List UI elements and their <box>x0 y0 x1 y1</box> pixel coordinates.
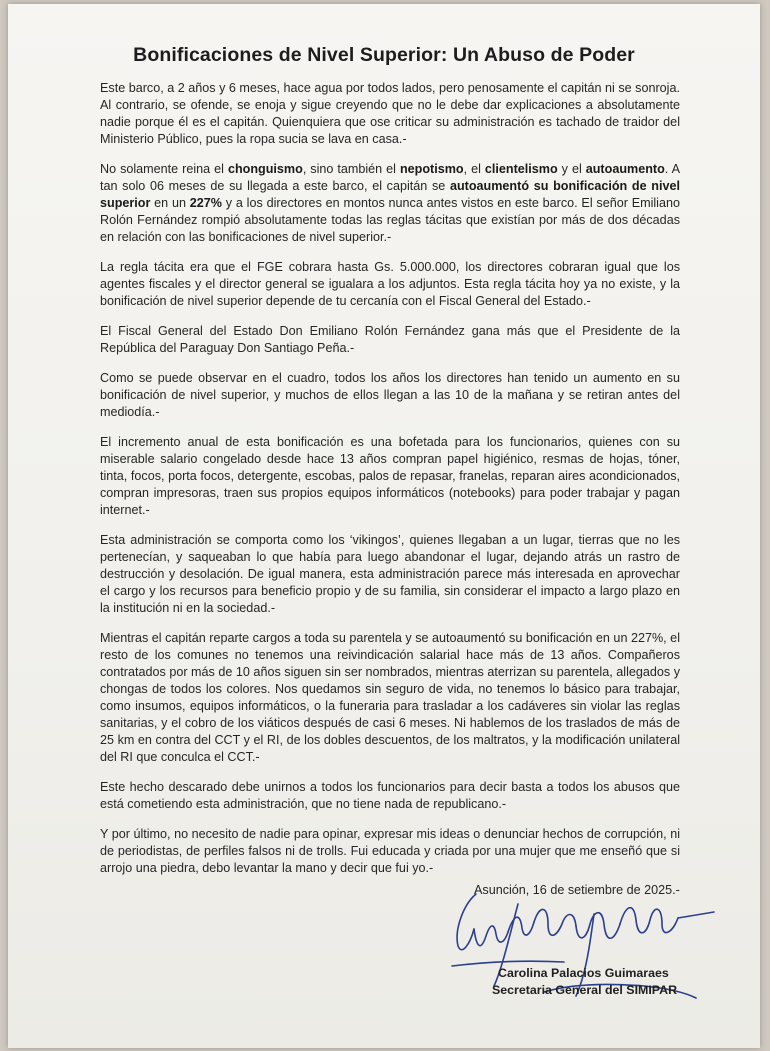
paragraph-text: El Fiscal General del Estado Don Emiliano Rolón Fernández gana más que el Presidente de la República del Paraguay Don Santiago Peña.- <box>100 323 680 355</box>
body-paragraph <box>100 532 680 617</box>
paragraph-text: y el <box>557 161 586 176</box>
paragraph-text: El incremento anual de esta bonificación es una bofetada para los funcionarios, quienes con su miserable salario congelado desde hace 13 años compran papel higiénico, resmas de hojas, tóner, tinta, focos, porta focos, detergente, escobas, palos de repasar, franelas, reparan aires acondicionados, compran impresoras, traen sus propios equipos informáticos (notebooks) para poder trabajar y pagan internet.- <box>100 434 680 517</box>
paragraph-text: Como se puede observar en el cuadro, todos los años los directores han tenido un aumento en su bonificación de nivel superior, y muchos de ellos llegan a las 10 de la mañana y se retiran antes del mediodía.- <box>100 370 680 419</box>
document-body <box>100 80 680 890</box>
body-paragraph <box>100 370 680 421</box>
bold-text: 227% <box>189 196 222 211</box>
document-page <box>8 4 760 1048</box>
body-paragraph <box>100 259 680 310</box>
paragraph-text: y a los directores en montos nunca antes vistos en este barco. El señor Emiliano Rolón Fernández rompió absolutamente todas las reglas tácitas que existían por más de dos décadas en relación con las bonificaciones de nivel superior.- <box>100 196 680 245</box>
signer-name: Carolina Palacios Guimaraes <box>498 966 669 980</box>
paragraph-text: Esta administración se comporta como los ‘vikingos’, quienes llegaban a un lugar, tierras que no les pertenecían, y saqueaban lo que había para luego abandonar el lugar, dejando atrás un rastro de destrucción y desolación. De igual manera, esta administración parece más interesada en aprovechar el cargo y los recursos para beneficio propio y de su familia, sin considerar el impacto a largo plazo en la institución ni en la sociedad.- <box>100 532 680 615</box>
body-paragraph <box>100 323 680 357</box>
place-and-date: Asunción, 16 de setiembre de 2025.- <box>474 883 680 897</box>
body-paragraph <box>100 161 680 246</box>
paragraph-text: La regla tácita era que el FGE cobrara hasta Gs. 5.000.000, los directores cobraran igual que los agentes fiscales y el director general se igualara a los adjuntos. Esta regla tácita hoy ya no existe, y la bonificación de nivel superior depende de tu cercanía con el Fiscal General del Estado.- <box>100 260 680 309</box>
body-paragraph <box>100 434 680 519</box>
paragraph-text: , sino también el <box>302 161 400 176</box>
paragraph-text: Este hecho descarado debe unirnos a todos los funcionarios para decir basta a todos los abusos que está cometiendo esta administración, que no tiene nada de republicano.- <box>100 780 680 812</box>
paragraph-text: . A tan solo 06 meses de su llegada a este barco, el capitán se <box>100 161 680 194</box>
bold-text: chonguismo <box>227 161 303 176</box>
body-paragraph <box>100 630 680 767</box>
paragraph-text: Y por último, no necesito de nadie para opinar, expresar mis ideas o denunciar hechos de corrupción, ni de periodistas, de perfiles falsos ni de trolls. Fui educada y criada por una mujer que me enseñó que si arrojo una piedra, debo levantar la mano y decir que fui yo.- <box>100 826 680 875</box>
body-paragraph <box>100 80 680 148</box>
paragraph-text: No solamente reina el <box>100 161 228 176</box>
signer-role: Secretaria General del SIMIPAR <box>492 983 678 997</box>
bold-text: nepotismo <box>399 161 464 176</box>
document-title: Bonificaciones de Nivel Superior: Un Abuso de Poder <box>133 44 635 66</box>
bold-text: clientelismo <box>484 161 558 176</box>
paragraph-text: Este barco, a 2 años y 6 meses, hace agua por todos lados, pero penosamente el capitán ni se sonroja. Al contrario, se ofende, se enoja y sigue creyendo que no le debe dar explicaciones a absolutamente nadie porque él es el capitán. Quienquiera que ose criticar su administración es tachado de traidor del Ministerio Público, pues la ropa sucia se lava en casa.- <box>100 81 680 147</box>
body-paragraph <box>100 826 680 877</box>
bold-text: autoaumento <box>585 161 665 176</box>
paragraph-text: Mientras el capitán reparte cargos a toda su parentela y se autoaumentó su bonificación en un 227%, el resto de los comunes no tenemos una reivindicación salarial hace más de 13 años. Compañeros contratados por más de 10 años siguen sin ser nombrados, mientras aterrizan su parentela, allegados y chongas de todos los colores. Nos quedamos sin seguro de vida, no tenemos lo básico para trabajar, como insumos, equipos informáticos, o la funeraria para trasladar a los cadáveres sin violar las reglas sanitarias, y el cobro de los viáticos después de casi 6 meses. Ni hablemos de los traslados de más de 25 km en contra del CCT y el RI, de los dobles descuentos, de los maltratos, y la modificación unilateral del RI que conculca el CCT.- <box>100 630 680 765</box>
body-paragraph <box>100 779 680 813</box>
bold-text: autoaumentó su bonificación de nivel superior <box>100 179 680 211</box>
paragraph-text: en un <box>150 196 190 211</box>
paragraph-text: , el <box>463 161 485 176</box>
